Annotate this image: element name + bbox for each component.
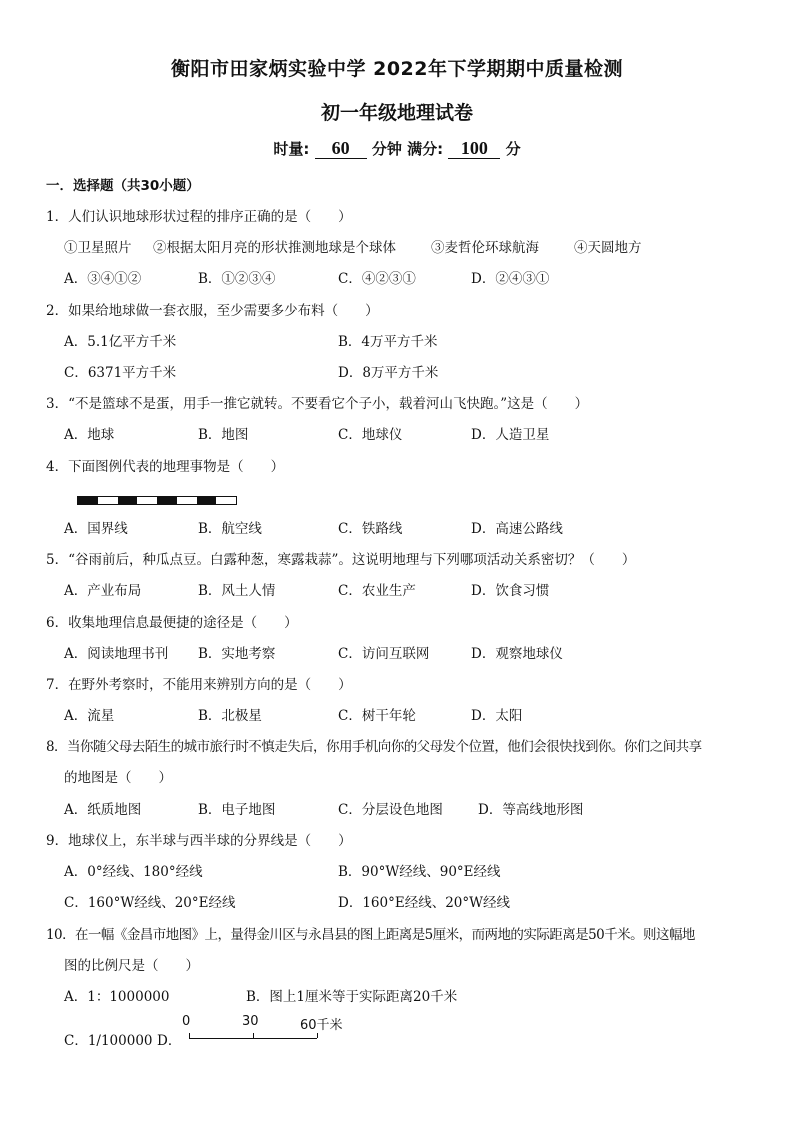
option-d: D．②④③①: [471, 271, 550, 287]
question-stem: 9．地球仪上，东半球与西半球的分界线是（ ）: [46, 833, 352, 849]
question-stem: 7．在野外考察时，不能用来辨别方向的是（ ）: [46, 677, 352, 693]
option-c: C．6371平方千米: [64, 365, 177, 381]
option-a: A．5.1亿平方千米: [64, 334, 177, 350]
scale-line: [189, 1038, 317, 1039]
option-b: B．航空线: [198, 521, 262, 537]
time-unit: 分钟: [371, 140, 402, 158]
option-d: D．160°E经线、20°W经线: [338, 895, 510, 911]
exam-meta: [0, 138, 794, 159]
score-unit: 分: [505, 140, 521, 158]
option-a: A．0°经线、180°经线: [64, 864, 203, 880]
time-value: 60: [315, 138, 367, 159]
option-c: C．分层设色地图: [338, 802, 443, 818]
scale-label: 30: [242, 1014, 259, 1029]
question-stem-continued: 的地图是（ ）: [64, 770, 172, 786]
statement-item: ①卫星照片: [64, 240, 132, 256]
question-stem: 8．当你随父母去陌生的城市旅行时不慎走失后，你用手机向你的父母发个位置，他们会很快找到你。你们之间共享: [46, 739, 702, 755]
option-b: B．4万平方千米: [338, 334, 438, 350]
scale-tick: [317, 1033, 318, 1038]
option-d: D．人造卫星: [471, 427, 550, 443]
option-c: C．④②③①: [338, 271, 416, 287]
option-b: B．①②③④: [198, 271, 276, 287]
statement-item: ②根据太阳月亮的形状推测地球是个球体: [153, 240, 396, 256]
scale-bar: [182, 1014, 362, 1048]
score-value: 100: [448, 138, 500, 159]
question-stem: 4．下面图例代表的地理事物是（ ）: [46, 459, 285, 475]
question-stem: 6．收集地理信息最便捷的途径是（ ）: [46, 615, 298, 631]
option-a: A．阅读地理书刊: [64, 646, 169, 662]
option-b: B．图上1厘米等于实际距离20千米: [246, 989, 458, 1005]
option-d: D．: [157, 1033, 182, 1049]
option-d: D．饮食习惯: [471, 583, 550, 599]
time-label: 时量:: [273, 140, 310, 158]
question-stem: 3．“不是篮球不是蛋，用手一推它就转。不要看它个子小，载着河山飞快跑。”这是（ ）: [46, 396, 589, 412]
option-c: C．访问互联网: [338, 646, 430, 662]
section-title: 一．选择题（共30小题）: [46, 178, 200, 194]
question-stem-continued: 图的比例尺是（ ）: [64, 958, 199, 974]
option-b: B．地图: [198, 427, 249, 443]
option-c: C．地球仪: [338, 427, 403, 443]
question-stem: 1．人们认识地球形状过程的排序正确的是（ ）: [46, 209, 352, 225]
option-a: A．国界线: [64, 521, 128, 537]
question-stem: 5．“谷雨前后，种瓜点豆。白露种葱，寒露栽蒜”。这说明地理与下列哪项活动关系密切？（ ）: [46, 552, 636, 568]
option-d: D．等高线地形图: [478, 802, 584, 818]
option-a: A．1：1000000: [64, 989, 170, 1005]
option-c: C．160°W经线、20°E经线: [64, 895, 236, 911]
option-b: B．实地考察: [198, 646, 276, 662]
statement-item: ③麦哲伦环球航海: [431, 240, 539, 256]
option-d: D．8万平方千米: [338, 365, 439, 381]
option-c: C．农业生产: [338, 583, 416, 599]
option-a: A．产业布局: [64, 583, 142, 599]
exam-title: 衡阳市田家炳实验中学 2022年下学期期中质量检测: [171, 58, 623, 80]
score-label: 满分:: [407, 140, 444, 158]
option-d: D．高速公路线: [471, 521, 563, 537]
option-a: A．③④①②: [64, 271, 142, 287]
statement-item: ④天圆地方: [574, 240, 642, 256]
option-d: D．观察地球仪: [471, 646, 563, 662]
scale-label: 0: [182, 1014, 191, 1029]
option-b: B．北极星: [198, 708, 262, 724]
option-c: C．1/100000: [64, 1033, 153, 1049]
exam-subtitle: 初一年级地理试卷: [320, 102, 473, 124]
option-b: B．90°W经线、90°E经线: [338, 864, 501, 880]
option-c: C．铁路线: [338, 521, 403, 537]
scale-label: 60千米: [300, 1018, 343, 1033]
question-stem: 10．在一幅《金昌市地图》上，量得金川区与永昌县的图上距离是5厘米，而两地的实际距离是50千米。则这幅地: [46, 927, 695, 943]
option-b: B．电子地图: [198, 802, 276, 818]
option-a: A．地球: [64, 427, 115, 443]
scale-tick: [253, 1033, 254, 1038]
railway-legend-symbol: [77, 496, 237, 505]
question-stem: 2．如果给地球做一套衣服，至少需要多少布料（ ）: [46, 303, 379, 319]
option-b: B．风土人情: [198, 583, 276, 599]
option-d: D．太阳: [471, 708, 523, 724]
option-c: C．树干年轮: [338, 708, 416, 724]
option-a: A．纸质地图: [64, 802, 142, 818]
scale-tick: [189, 1033, 190, 1038]
option-a: A．流星: [64, 708, 115, 724]
